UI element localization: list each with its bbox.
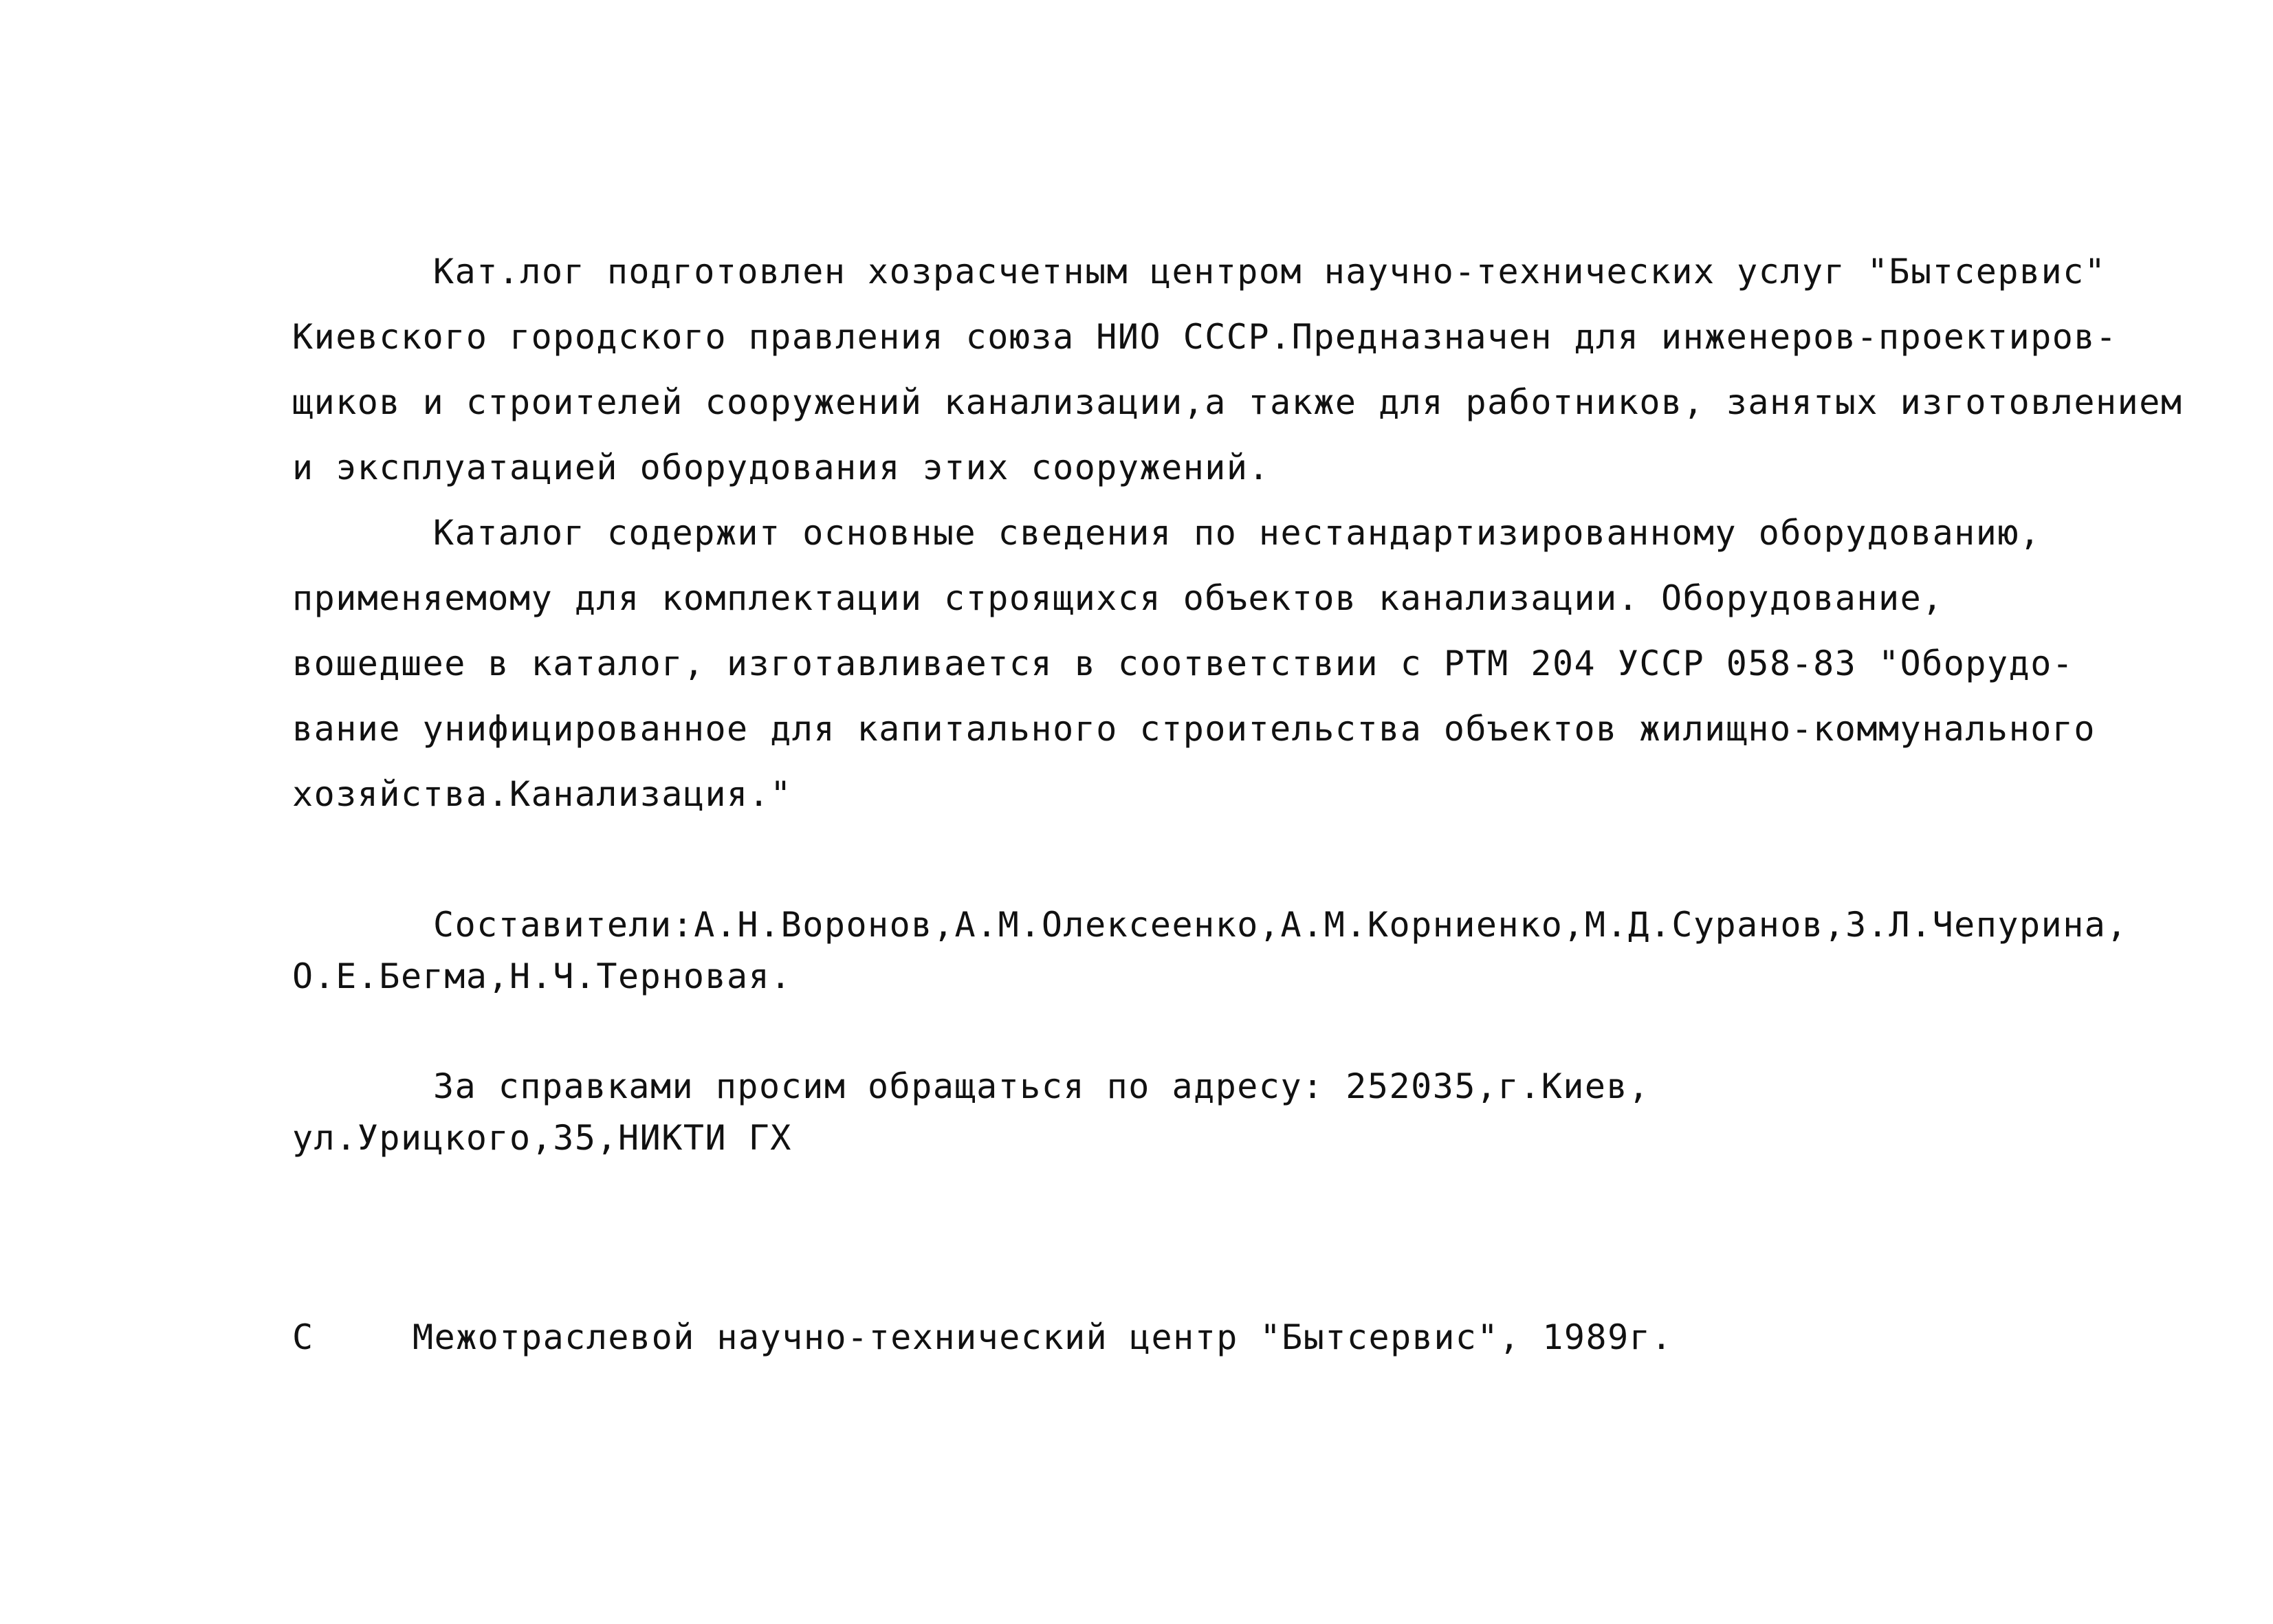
authors-line2: О.Е.Бегма,Н.Ч.Терновая. bbox=[292, 956, 792, 996]
address-line2: ул.Урицкого,35,НИКТИ ГХ bbox=[292, 1118, 792, 1158]
paragraph2-line5: хозяйства.Канализация." bbox=[292, 774, 792, 814]
paragraph1-line1: Кат.лог подготовлен хозрасчетным центром научно-технических услуг "Бытсервис" bbox=[433, 252, 2107, 292]
paragraph1-line4: и эксплуатацией оборудования этих сооружений. bbox=[292, 448, 1271, 487]
paragraph1-line3: щиков и строителей сооружений канализации,а также для работников, занятых изготовлением bbox=[292, 382, 2183, 422]
copyright-sign: С bbox=[292, 1317, 314, 1357]
paragraph2-line2: применяемому для комплектации строящихся объектов канализации. Оборудование, bbox=[292, 578, 1944, 618]
paragraph1-line2: Киевского городского правления союза НИО СССР.Предназначен для инженеров-проектиров- bbox=[292, 317, 2118, 357]
paragraph2-line3: вошедшее в каталог, изготавливается в соответствии с РТМ 204 УССР 058-83 "Оборудо- bbox=[292, 644, 2074, 683]
paragraph2-line4: вание унифицированное для капитального строительства объектов жилищно-коммунального bbox=[292, 709, 2096, 749]
authors-line1: Составители:А.Н.Воронов,А.М.Олексеенко,А.М.Корниенко,М.Д.Суранов,З.Л.Чепурина, bbox=[433, 905, 2128, 945]
copyright-text: Межотраслевой научно-технический центр "Бытсервис", 1989г. bbox=[413, 1317, 1673, 1357]
address-line1: За справками просим обращаться по адресу: 252035,г.Киев, bbox=[433, 1066, 1650, 1106]
paragraph2-line1: Каталог содержит основные сведения по нестандартизированному оборудованию, bbox=[433, 513, 2041, 553]
